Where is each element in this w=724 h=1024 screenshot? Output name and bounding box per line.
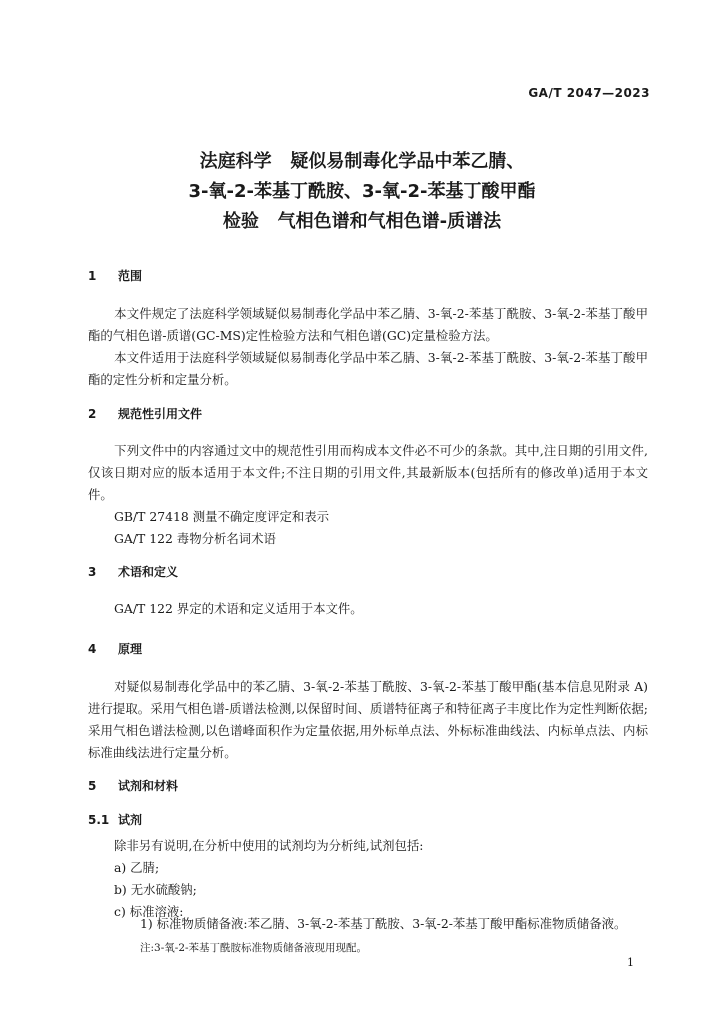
document-title <box>0 147 724 237</box>
paragraph-text: 本文件规定了法庭科学领域疑似易制毒化学品中苯乙腈、3-氧-2-苯基丁酰胺、3-氧-2-苯基丁酸甲酯的气相色谱-质谱(GC-MS)定性检验方法和气相色谱(GC)定量检验方法。 <box>88 306 648 343</box>
section-2-heading <box>88 405 202 422</box>
subsection-title: 试剂 <box>118 813 143 827</box>
reference-gb-t-27418: GB/T 27418 测量不确定度评定和表示 <box>114 509 330 524</box>
reagent-note: 注:3-氧-2-苯基丁酰胺标准物质储备液现用现配。 <box>140 942 368 954</box>
section-1-paragraph-2 <box>88 347 648 391</box>
section-title: 范围 <box>118 269 143 283</box>
title-line-2: 3-氧-2-苯基丁酰胺、3-氧-2-苯基丁酸甲酯 <box>188 181 536 202</box>
reagent-item-b: b) 无水硫酸钠; <box>114 882 197 897</box>
section-5-heading <box>88 777 178 794</box>
section-title: 试剂和材料 <box>118 779 179 793</box>
section-5-1-paragraph: 除非另有说明,在分析中使用的试剂均为分析纯,试剂包括: <box>114 838 424 853</box>
section-title: 规范性引用文件 <box>118 407 203 421</box>
reagent-item-c1: 1) 标准物质储备液:苯乙腈、3-氧-2-苯基丁酰胺、3-氧-2-苯基丁酸甲酯标准物质储备液。 <box>140 916 627 931</box>
document-number: GA/T 2047—2023 <box>528 86 650 100</box>
section-title: 原理 <box>118 642 143 656</box>
section-2-paragraph-1 <box>88 440 648 506</box>
title-line-3: 检验 气相色谱和气相色谱-质谱法 <box>222 211 502 232</box>
section-4-heading <box>88 640 142 657</box>
section-title: 术语和定义 <box>118 565 179 579</box>
section-1-paragraph-1 <box>88 303 648 347</box>
reagent-item-c: c) 标准溶液: <box>114 904 184 919</box>
section-number: 2 <box>88 407 97 421</box>
page-number: 1 <box>627 956 634 969</box>
section-number: 4 <box>88 642 97 656</box>
title-line-1: 法庭科学 疑似易制毒化学品中苯乙腈、 <box>199 151 525 172</box>
section-3-heading <box>88 563 178 580</box>
paragraph-text: 本文件适用于法庭科学领域疑似易制毒化学品中苯乙腈、3-氧-2-苯基丁酰胺、3-氧-2-苯基丁酸甲酯的定性分析和定量分析。 <box>88 350 648 387</box>
section-3-paragraph-1: GA/T 122 界定的术语和定义适用于本文件。 <box>114 601 363 616</box>
reference-ga-t-122: GA/T 122 毒物分析名词术语 <box>114 531 276 546</box>
paragraph-text: 下列文件中的内容通过文中的规范性引用而构成本文件必不可少的条款。其中,注日期的引用文件,仅该日期对应的版本适用于本文件;不注日期的引用文件,其最新版本(包括所有的修改单)适用于本文件。 <box>88 443 648 502</box>
reagent-item-a: a) 乙腈; <box>114 860 160 875</box>
section-1-heading <box>88 267 142 284</box>
subsection-number: 5.1 <box>88 813 110 827</box>
subsection-5-1-heading <box>88 811 142 828</box>
section-4-paragraph-1 <box>88 676 648 764</box>
paragraph-text: 对疑似易制毒化学品中的苯乙腈、3-氧-2-苯基丁酰胺、3-氧-2-苯基丁酸甲酯(基本信息见附录 A)进行提取。采用气相色谱-质谱法检测,以保留时间、质谱特征离子和特征离子丰度比作为定性判断依据;采用气相色谱法检测,以色谱峰面积作为定量依据,用外标单点法、外标标准曲线法、内标单点法、内标标准曲线法进行定量分析。 <box>88 679 648 760</box>
section-number: 1 <box>88 269 97 283</box>
section-number: 3 <box>88 565 97 579</box>
section-number: 5 <box>88 779 97 793</box>
